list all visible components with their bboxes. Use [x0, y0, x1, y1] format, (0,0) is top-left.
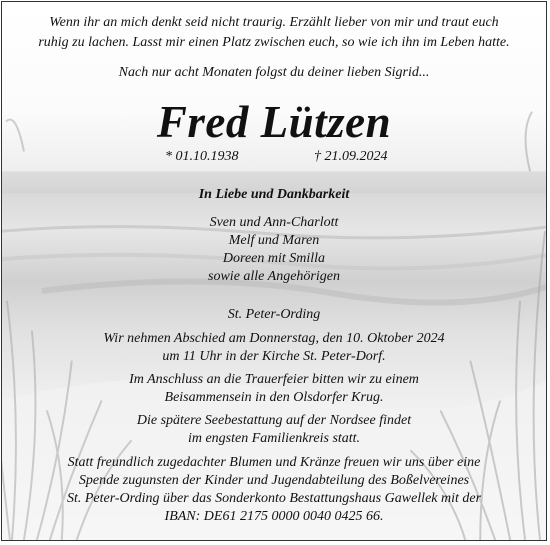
poem-line: Wenn ihr an mich denkt seid nicht traurig. Erzählt lieber von mir und traut euch [49, 15, 499, 30]
family-member: Melf und Maren [228, 233, 320, 248]
family-member: Sven und Ann-Charlott [209, 215, 339, 230]
donation-line: St. Peter-Ording über das Sonderkonto Bestattungshaus Gawellek mit der [66, 491, 482, 506]
family-member: Doreen mit Smilla [222, 251, 326, 266]
farewell-line: Wir nehmen Abschied am Donnerstag, den 10. Oktober 2024 [103, 331, 445, 346]
burial-line: im engsten Familienkreis statt. [187, 431, 361, 446]
donation-line: Spende zugunsten der Kinder und Jugendabteilung des Boßelvereines [78, 473, 470, 488]
death-date: † 21.09.2024 [314, 149, 388, 164]
donation-line: Statt freundlich zugedachter Blumen und Kränze freuen wir uns über eine [67, 455, 481, 470]
family-member: sowie alle Angehörigen [208, 269, 340, 284]
place-line: St. Peter-Ording [227, 307, 321, 322]
reception-line: Beisammensein in den Olsdorfer Krug. [164, 390, 384, 405]
reception-line: Im Anschluss an die Trauerfeier bitten wir zu einem [129, 372, 419, 387]
intro-line: Nach nur acht Monaten folgst du deiner lieben Sigrid... [118, 65, 430, 80]
obituary-card [1, 1, 547, 541]
donation-line: IBAN: DE61 2175 0000 0040 0425 66. [164, 509, 384, 524]
dedication: In Liebe und Dankbarkeit [198, 187, 350, 202]
birth-date: * 01.10.1938 [165, 149, 239, 164]
farewell-line: um 11 Uhr in der Kirche St. Peter-Dorf. [162, 349, 386, 364]
poem-line: ruhig zu lachen. Lasst mir einen Platz zwischen euch, so wie ich ihn im Leben hatte. [38, 35, 510, 50]
burial-line: Die spätere Seebestattung auf der Nordsee findet [136, 413, 412, 428]
deceased-name: Fred Lützen [156, 97, 392, 147]
obituary-text [2, 2, 546, 540]
